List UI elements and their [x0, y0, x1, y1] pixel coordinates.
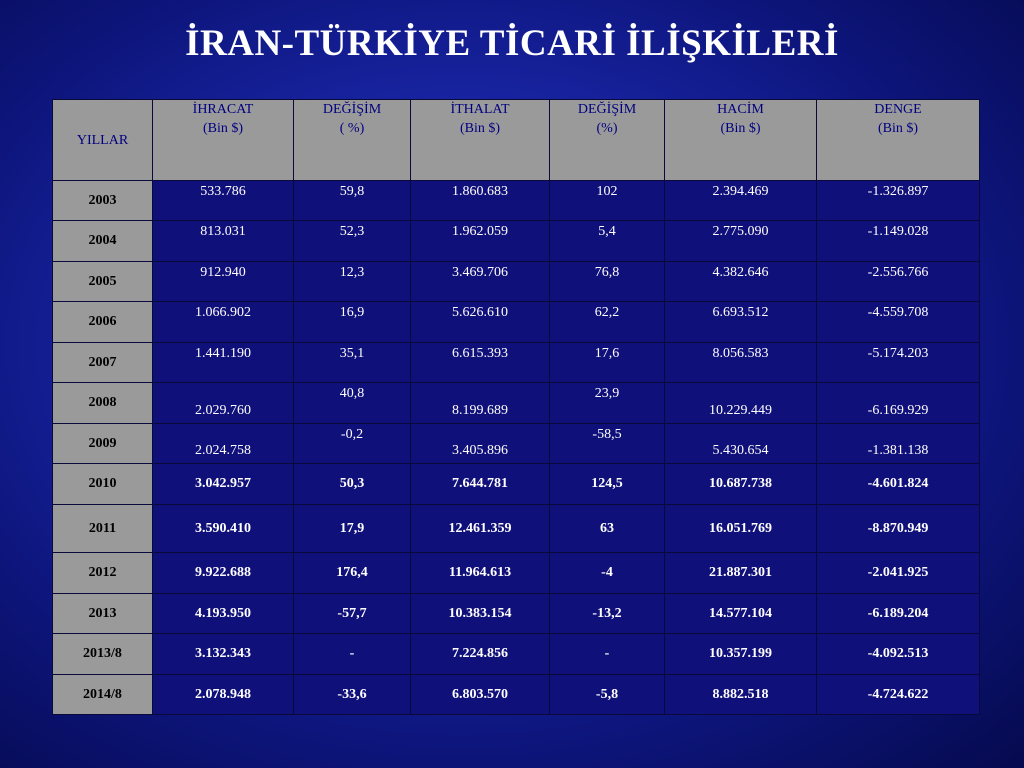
year-cell: 2013/8 — [53, 634, 153, 675]
header-degisim-1-unit: ( %) — [339, 121, 365, 136]
degisim-1-cell: 12,3 — [294, 262, 411, 302]
ithalat-cell: 12.461.359 — [411, 505, 550, 553]
ithalat-cell: 6.803.570 — [411, 675, 550, 715]
hacim-cell: 16.051.769 — [665, 505, 817, 553]
degisim-1-cell: 40,8 — [294, 383, 411, 424]
year-cell: 2003 — [53, 181, 153, 221]
header-denge-label: DENGE — [874, 102, 922, 117]
table-row — [53, 675, 980, 715]
year-cell: 2010 — [53, 464, 153, 505]
year-cell: 2012 — [53, 553, 153, 594]
hacim-cell: 14.577.104 — [665, 594, 817, 634]
hacim-cell: 6.693.512 — [665, 302, 817, 343]
year-cell: 2006 — [53, 302, 153, 343]
hacim-cell: 21.887.301 — [665, 553, 817, 594]
ihracat-cell: 4.193.950 — [153, 594, 294, 634]
ithalat-cell: 3.405.896 — [411, 424, 550, 464]
header-ihracat-label: İHRACAT — [192, 102, 254, 117]
denge-cell: -4.601.824 — [817, 464, 980, 505]
denge-cell: -5.174.203 — [817, 343, 980, 383]
denge-cell: -6.189.204 — [817, 594, 980, 634]
table-row — [53, 262, 980, 302]
ithalat-cell: 7.224.856 — [411, 634, 550, 675]
degisim-2-cell: -58,5 — [550, 424, 665, 464]
header-ihracat — [153, 100, 294, 181]
ihracat-cell: 2.078.948 — [153, 675, 294, 715]
ithalat-cell: 8.199.689 — [411, 383, 550, 424]
table-row — [53, 221, 980, 262]
ihracat-cell: 3.132.343 — [153, 634, 294, 675]
degisim-1-cell: 50,3 — [294, 464, 411, 505]
ihracat-cell: 3.042.957 — [153, 464, 294, 505]
degisim-1-cell: -33,6 — [294, 675, 411, 715]
header-ithalat — [411, 100, 550, 181]
degisim-2-cell: 124,5 — [550, 464, 665, 505]
header-degisim-2-label: DEĞİŞİM — [577, 102, 637, 117]
year-cell: 2007 — [53, 343, 153, 383]
denge-cell: -2.041.925 — [817, 553, 980, 594]
table-row — [53, 343, 980, 383]
hacim-cell: 8.882.518 — [665, 675, 817, 715]
ithalat-cell: 10.383.154 — [411, 594, 550, 634]
header-ithalat-unit: (Bin $) — [459, 121, 501, 136]
ihracat-cell: 1.441.190 — [153, 343, 294, 383]
year-cell: 2014/8 — [53, 675, 153, 715]
header-denge — [817, 100, 980, 181]
hacim-cell: 2.775.090 — [665, 221, 817, 262]
header-yillar: YILLAR — [53, 100, 153, 181]
header-denge-unit: (Bin $) — [877, 121, 919, 136]
ithalat-cell: 3.469.706 — [411, 262, 550, 302]
table-row — [53, 181, 980, 221]
table-row — [53, 594, 980, 634]
degisim-1-cell: 35,1 — [294, 343, 411, 383]
denge-cell: -1.326.897 — [817, 181, 980, 221]
ihracat-cell: 1.066.902 — [153, 302, 294, 343]
degisim-1-cell: - — [294, 634, 411, 675]
ithalat-cell: 7.644.781 — [411, 464, 550, 505]
degisim-2-cell: 63 — [550, 505, 665, 553]
header-degisim-2 — [550, 100, 665, 181]
degisim-1-cell: 52,3 — [294, 221, 411, 262]
hacim-cell: 8.056.583 — [665, 343, 817, 383]
year-cell: 2005 — [53, 262, 153, 302]
denge-cell: -1.381.138 — [817, 424, 980, 464]
denge-cell: -4.559.708 — [817, 302, 980, 343]
ihracat-cell: 2.024.758 — [153, 424, 294, 464]
header-degisim-1-label: DEĞİŞİM — [322, 102, 382, 117]
degisim-1-cell: 59,8 — [294, 181, 411, 221]
degisim-1-cell: -57,7 — [294, 594, 411, 634]
page-title: İRAN-TÜRKİYE TİCARİ İLİŞKİLERİ — [185, 23, 839, 64]
table-row — [53, 424, 980, 464]
ithalat-cell: 11.964.613 — [411, 553, 550, 594]
hacim-cell: 5.430.654 — [665, 424, 817, 464]
hacim-cell: 10.229.449 — [665, 383, 817, 424]
header-hacim — [665, 100, 817, 181]
hacim-cell: 4.382.646 — [665, 262, 817, 302]
hacim-cell: 10.357.199 — [665, 634, 817, 675]
ihracat-cell: 533.786 — [153, 181, 294, 221]
degisim-1-cell: 17,9 — [294, 505, 411, 553]
denge-cell: -4.724.622 — [817, 675, 980, 715]
ihracat-cell: 813.031 — [153, 221, 294, 262]
ihracat-cell: 9.922.688 — [153, 553, 294, 594]
table-row — [53, 464, 980, 505]
year-cell: 2004 — [53, 221, 153, 262]
degisim-2-cell: 102 — [550, 181, 665, 221]
ithalat-cell: 1.860.683 — [411, 181, 550, 221]
degisim-2-cell: - — [550, 634, 665, 675]
table-row — [53, 505, 980, 553]
degisim-2-cell: -4 — [550, 553, 665, 594]
ithalat-cell: 1.962.059 — [411, 221, 550, 262]
degisim-1-cell: -0,2 — [294, 424, 411, 464]
year-cell: 2013 — [53, 594, 153, 634]
degisim-2-cell: 5,4 — [550, 221, 665, 262]
degisim-1-cell: 176,4 — [294, 553, 411, 594]
header-hacim-label: HACİM — [717, 102, 764, 117]
hacim-cell: 10.687.738 — [665, 464, 817, 505]
trade-table — [52, 99, 980, 715]
header-ithalat-label: İTHALAT — [450, 102, 510, 117]
header-degisim-1 — [294, 100, 411, 181]
table-row — [53, 553, 980, 594]
header-ihracat-unit: (Bin $) — [202, 121, 244, 136]
degisim-2-cell: 62,2 — [550, 302, 665, 343]
denge-cell: -6.169.929 — [817, 383, 980, 424]
header-degisim-2-unit: (%) — [596, 121, 618, 136]
ihracat-cell: 2.029.760 — [153, 383, 294, 424]
denge-cell: -2.556.766 — [817, 262, 980, 302]
denge-cell: -8.870.949 — [817, 505, 980, 553]
year-cell: 2008 — [53, 383, 153, 424]
header-row — [53, 100, 980, 181]
ihracat-cell: 912.940 — [153, 262, 294, 302]
year-cell: 2011 — [53, 505, 153, 553]
denge-cell: -4.092.513 — [817, 634, 980, 675]
degisim-2-cell: -5,8 — [550, 675, 665, 715]
hacim-cell: 2.394.469 — [665, 181, 817, 221]
table-row — [53, 634, 980, 675]
ithalat-cell: 6.615.393 — [411, 343, 550, 383]
degisim-1-cell: 16,9 — [294, 302, 411, 343]
denge-cell: -1.149.028 — [817, 221, 980, 262]
ithalat-cell: 5.626.610 — [411, 302, 550, 343]
table-row — [53, 302, 980, 343]
ihracat-cell: 3.590.410 — [153, 505, 294, 553]
degisim-2-cell: 23,9 — [550, 383, 665, 424]
header-hacim-unit: (Bin $) — [720, 121, 761, 136]
table-row — [53, 383, 980, 424]
year-cell: 2009 — [53, 424, 153, 464]
degisim-2-cell: -13,2 — [550, 594, 665, 634]
degisim-2-cell: 76,8 — [550, 262, 665, 302]
degisim-2-cell: 17,6 — [550, 343, 665, 383]
